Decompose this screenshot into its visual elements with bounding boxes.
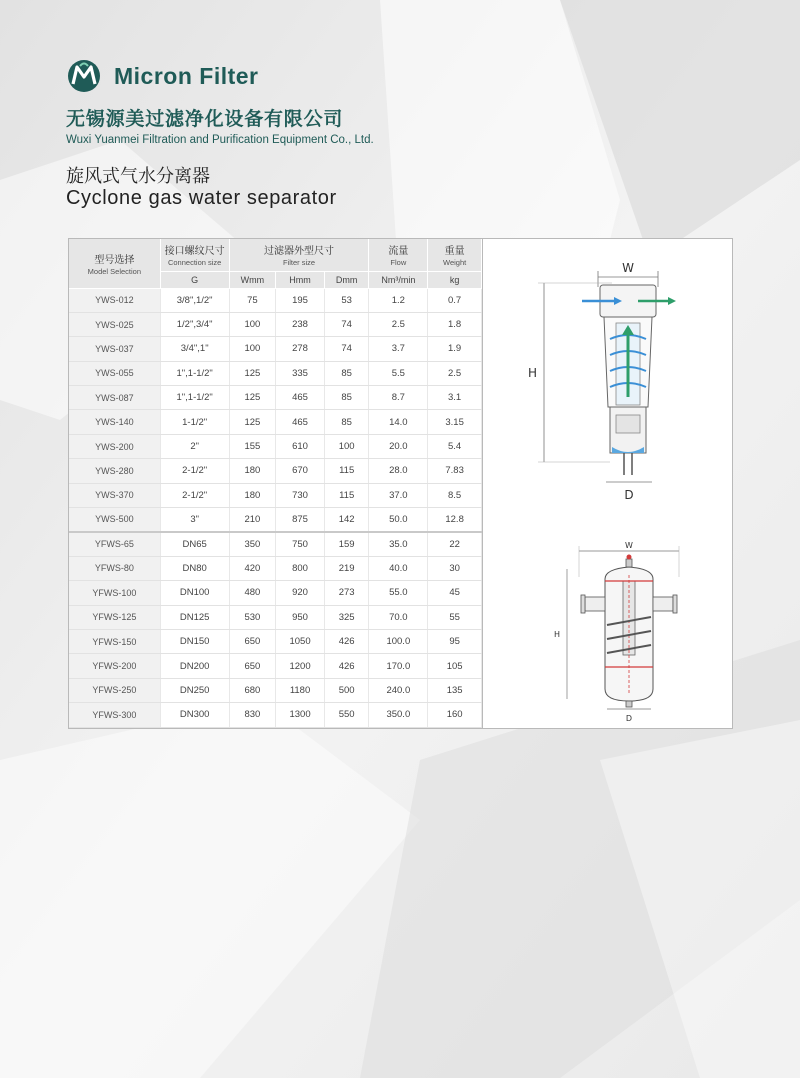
table-cell: 1.8 [428, 312, 482, 336]
table-cell: YFWS-150 [69, 629, 160, 653]
table-cell: 800 [276, 556, 325, 580]
table-cell: YWS-140 [69, 410, 160, 434]
dim-d-label-2: D [625, 714, 633, 723]
table-cell: 55.0 [369, 581, 428, 605]
table-row [69, 654, 482, 678]
table-row [69, 556, 482, 580]
drain-valve [624, 453, 632, 475]
inlet-flange [585, 597, 605, 611]
logo-row [66, 58, 566, 94]
subheader-g: G [160, 271, 229, 288]
table-cell: 100 [324, 434, 369, 458]
table-cell: YFWS-300 [69, 703, 160, 727]
table-cell: 530 [229, 605, 276, 629]
table-cell: YFWS-250 [69, 678, 160, 702]
table-row [69, 459, 482, 483]
table-cell: 500 [324, 678, 369, 702]
table-cell: 1.2 [369, 288, 428, 312]
table-cell: YWS-200 [69, 434, 160, 458]
table-cell: 125 [229, 361, 276, 385]
subheader-flow-unit: Nm³/min [369, 271, 428, 288]
separator-diagram-yfws [549, 539, 709, 724]
table-cell: 350 [229, 532, 276, 556]
table-cell: 325 [324, 605, 369, 629]
table-row [69, 678, 482, 702]
dim-w-label: W [622, 261, 634, 275]
table-row [69, 629, 482, 653]
table-cell: 1180 [276, 678, 325, 702]
dim-h-label-2: H [554, 630, 561, 639]
table-cell: 70.0 [369, 605, 428, 629]
table-cell: YFWS-125 [69, 605, 160, 629]
table-cell: 465 [276, 386, 325, 410]
table-cell: YWS-500 [69, 508, 160, 532]
table-cell: 125 [229, 386, 276, 410]
table-cell: 1050 [276, 629, 325, 653]
header-flow: 流量 Flow [369, 239, 428, 271]
table-cell: 7.83 [428, 459, 482, 483]
table-cell: 14.0 [369, 410, 428, 434]
header-weight: 重量 Weight [428, 239, 482, 271]
table-cell: 75 [229, 288, 276, 312]
subheader-hmm: Hmm [276, 271, 325, 288]
outlet-flange [653, 597, 673, 611]
table-cell: 426 [324, 654, 369, 678]
table-cell: 240.0 [369, 678, 428, 702]
subheader-weight-unit: kg [428, 271, 482, 288]
table-cell: 750 [276, 532, 325, 556]
company-name-en: Wuxi Yuanmei Filtration and Purification Equipment Co., Ltd. [66, 134, 374, 146]
table-cell: 8.5 [428, 483, 482, 507]
table-cell: 8.7 [369, 386, 428, 410]
table-cell: 115 [324, 459, 369, 483]
table-cell: 159 [324, 532, 369, 556]
subheader-wmm: Wmm [229, 271, 276, 288]
table-cell: 55 [428, 605, 482, 629]
separator-diagram-yws [524, 257, 724, 507]
table-cell: 74 [324, 337, 369, 361]
table-cell: 2" [160, 434, 229, 458]
table-cell: 1.9 [428, 337, 482, 361]
table-cell: 875 [276, 508, 325, 532]
spec-table-body [69, 288, 482, 727]
table-cell: 273 [324, 581, 369, 605]
table-cell: 125 [229, 410, 276, 434]
table-cell: 3/4",1" [160, 337, 229, 361]
table-cell: 670 [276, 459, 325, 483]
table-cell: DN80 [160, 556, 229, 580]
spec-panel [68, 238, 733, 729]
table-cell: 210 [229, 508, 276, 532]
table-cell: 115 [324, 483, 369, 507]
micron-logo-icon [66, 58, 106, 94]
table-cell: 420 [229, 556, 276, 580]
brand-name: Micron Filter [114, 62, 259, 89]
table-cell: 22 [428, 532, 482, 556]
table-cell: 350.0 [369, 703, 428, 727]
table-cell: 3.1 [428, 386, 482, 410]
table-cell: 40.0 [369, 556, 428, 580]
table-cell: YFWS-80 [69, 556, 160, 580]
table-cell: YFWS-65 [69, 532, 160, 556]
table-cell: 100 [229, 337, 276, 361]
table-cell: DN300 [160, 703, 229, 727]
table-cell: 1/2",3/4" [160, 312, 229, 336]
table-cell: 3.15 [428, 410, 482, 434]
table-cell: 12.8 [428, 508, 482, 532]
table-cell: 1",1-1/2" [160, 361, 229, 385]
table-cell: 238 [276, 312, 325, 336]
table-cell: YWS-370 [69, 483, 160, 507]
table-cell: 155 [229, 434, 276, 458]
table-cell: 730 [276, 483, 325, 507]
table-cell: 170.0 [369, 654, 428, 678]
table-cell: 650 [229, 654, 276, 678]
page-header [66, 58, 566, 209]
table-cell: 1300 [276, 703, 325, 727]
table-cell: 650 [229, 629, 276, 653]
table-cell: 0.7 [428, 288, 482, 312]
table-cell: 2-1/2" [160, 459, 229, 483]
table-cell: 480 [229, 581, 276, 605]
table-row [69, 483, 482, 507]
table-cell: DN200 [160, 654, 229, 678]
table-cell: DN65 [160, 532, 229, 556]
table-row [69, 508, 482, 532]
table-cell: 950 [276, 605, 325, 629]
header-model: 型号选择 Model Selection [69, 239, 160, 288]
panel-divider [482, 239, 483, 728]
table-cell: 74 [324, 312, 369, 336]
dim-h-label: H [528, 366, 538, 380]
table-row [69, 605, 482, 629]
table-cell: 5.5 [369, 361, 428, 385]
table-cell: 550 [324, 703, 369, 727]
dim-w-label-2: W [625, 541, 633, 550]
product-title-en: Cyclone gas water separator [66, 187, 337, 209]
table-cell: 3" [160, 508, 229, 532]
table-cell: 50.0 [369, 508, 428, 532]
table-cell: 3/8",1/2" [160, 288, 229, 312]
table-cell: 3.7 [369, 337, 428, 361]
table-cell: 465 [276, 410, 325, 434]
table-cell: 142 [324, 508, 369, 532]
table-cell: 2.5 [369, 312, 428, 336]
dim-d-label: D [624, 488, 634, 502]
spec-table [69, 239, 482, 728]
table-cell: DN100 [160, 581, 229, 605]
table-cell: 100.0 [369, 629, 428, 653]
table-cell: YWS-087 [69, 386, 160, 410]
table-row [69, 581, 482, 605]
table-cell: 1-1/2" [160, 410, 229, 434]
table-cell: DN125 [160, 605, 229, 629]
table-cell: YWS-055 [69, 361, 160, 385]
table-cell: 1200 [276, 654, 325, 678]
table-cell: 680 [229, 678, 276, 702]
table-row [69, 288, 482, 312]
table-row [69, 703, 482, 727]
table-cell: 95 [428, 629, 482, 653]
table-cell: 195 [276, 288, 325, 312]
table-cell: 1",1-1/2" [160, 386, 229, 410]
header-connection: 接口螺纹尺寸 Connection size [160, 239, 229, 271]
table-cell: 85 [324, 410, 369, 434]
table-cell: 830 [229, 703, 276, 727]
table-cell: 45 [428, 581, 482, 605]
table-cell: YFWS-100 [69, 581, 160, 605]
table-cell: YWS-280 [69, 459, 160, 483]
table-cell: 160 [428, 703, 482, 727]
table-cell: 610 [276, 434, 325, 458]
header-filter-size: 过滤器外型尺寸 Filter size [229, 239, 369, 271]
table-cell: 135 [428, 678, 482, 702]
subheader-dmm: Dmm [324, 271, 369, 288]
table-cell: 85 [324, 361, 369, 385]
table-cell: 37.0 [369, 483, 428, 507]
table-cell: YFWS-200 [69, 654, 160, 678]
table-cell: 105 [428, 654, 482, 678]
table-cell: 5.4 [428, 434, 482, 458]
table-cell: DN150 [160, 629, 229, 653]
table-cell: 35.0 [369, 532, 428, 556]
table-cell: 2-1/2" [160, 483, 229, 507]
table-cell: 85 [324, 386, 369, 410]
table-cell: 180 [229, 459, 276, 483]
table-cell: 30 [428, 556, 482, 580]
table-cell: 335 [276, 361, 325, 385]
table-cell: 2.5 [428, 361, 482, 385]
table-cell: 100 [229, 312, 276, 336]
company-name-cn: 无锡源美过滤净化设备有限公司 [66, 108, 344, 130]
table-cell: DN250 [160, 678, 229, 702]
table-cell: 20.0 [369, 434, 428, 458]
table-cell: 426 [324, 629, 369, 653]
table-cell: YWS-012 [69, 288, 160, 312]
table-row [69, 361, 482, 385]
table-cell: 28.0 [369, 459, 428, 483]
table-cell: 53 [324, 288, 369, 312]
product-title-cn: 旋风式气水分离器 [66, 166, 210, 187]
table-row [69, 386, 482, 410]
table-row [69, 532, 482, 556]
table-cell: 180 [229, 483, 276, 507]
table-cell: 219 [324, 556, 369, 580]
table-row [69, 312, 482, 336]
table-row [69, 434, 482, 458]
table-cell: YWS-037 [69, 337, 160, 361]
table-cell: YWS-025 [69, 312, 160, 336]
table-row [69, 337, 482, 361]
table-row [69, 410, 482, 434]
table-cell: 920 [276, 581, 325, 605]
table-cell: 278 [276, 337, 325, 361]
